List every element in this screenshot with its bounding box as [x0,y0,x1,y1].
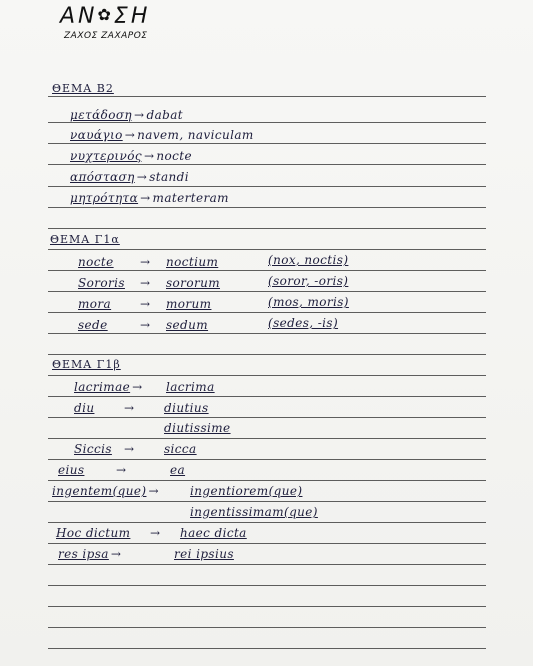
list-item: νυχτερινός → nocte [70,149,193,163]
list-item: diutius [164,401,209,415]
list-item: diu [74,401,95,415]
arrow-icon: → [140,318,151,332]
list-item: ingentiorem(que) [190,484,303,498]
arrow-icon: → [136,170,148,184]
section-title-g1b: ΘΕΜΑ Γ1β [52,358,121,371]
list-item: lacrimae → [74,380,143,394]
list-item: Siccis [74,442,112,456]
section-title-g1a: ΘΕΜΑ Γ1α [50,233,120,246]
list-item: ingentissimam(que) [190,505,318,519]
arrow-icon: → [110,547,122,561]
list-item: μετάδοση → dabat [70,108,183,122]
list-item: res ipsa → [58,547,122,561]
list-item: sororum [166,276,220,290]
list-item: απόσταση → standi [70,170,189,184]
list-item: sedum [166,318,209,332]
list-item: (soror, -oris) [268,274,349,288]
list-item: (mos, moris) [268,295,349,309]
logo-text-2: ΣΗ [113,4,151,29]
arrow-icon: → [148,484,159,498]
list-item: μητρότητα → materteram [70,191,229,205]
list-item: morum [166,297,212,311]
arrow-icon: → [124,401,135,415]
arrow-icon: → [140,255,151,269]
list-item: rei ipsius [174,547,234,561]
list-item: sicca [164,442,197,456]
list-item: haec dicta [180,526,247,540]
list-item: noctium [166,255,219,269]
arrow-icon: → [132,380,143,394]
brand-subtitle: ΖΑΧΟΣ ΖΑΧΑΡΟΣ [64,31,148,41]
list-item: mora [78,297,112,311]
list-item: ingentem(que) → [52,484,159,498]
list-item: lacrima [166,380,215,394]
section-title-b2: ΘΕΜΑ Β2 [52,82,114,95]
list-item: sede [78,318,108,332]
list-item: eius [58,463,85,477]
list-item: diutissime [164,421,231,435]
list-item: Hoc dictum [56,526,131,540]
arrow-icon: → [150,526,161,540]
arrow-icon: → [140,297,151,311]
list-item: (nox, noctis) [268,253,349,267]
arrow-icon: → [140,191,151,205]
list-item: nocte [78,255,114,269]
flower-icon: ✿ [97,5,114,24]
arrow-icon: → [143,149,155,163]
brand-logo [60,4,150,29]
list-item: (sedes, -is) [268,316,339,330]
arrow-icon: → [134,108,145,122]
arrow-icon: → [124,128,136,142]
list-item: Sororis [78,276,125,290]
logo-text: ΑΝ [60,4,98,29]
arrow-icon: → [140,276,151,290]
list-item: ea [170,463,186,477]
arrow-icon: → [116,463,127,477]
arrow-icon: → [124,442,135,456]
list-item: ναυάγιο → navem, naviculam [70,128,254,142]
